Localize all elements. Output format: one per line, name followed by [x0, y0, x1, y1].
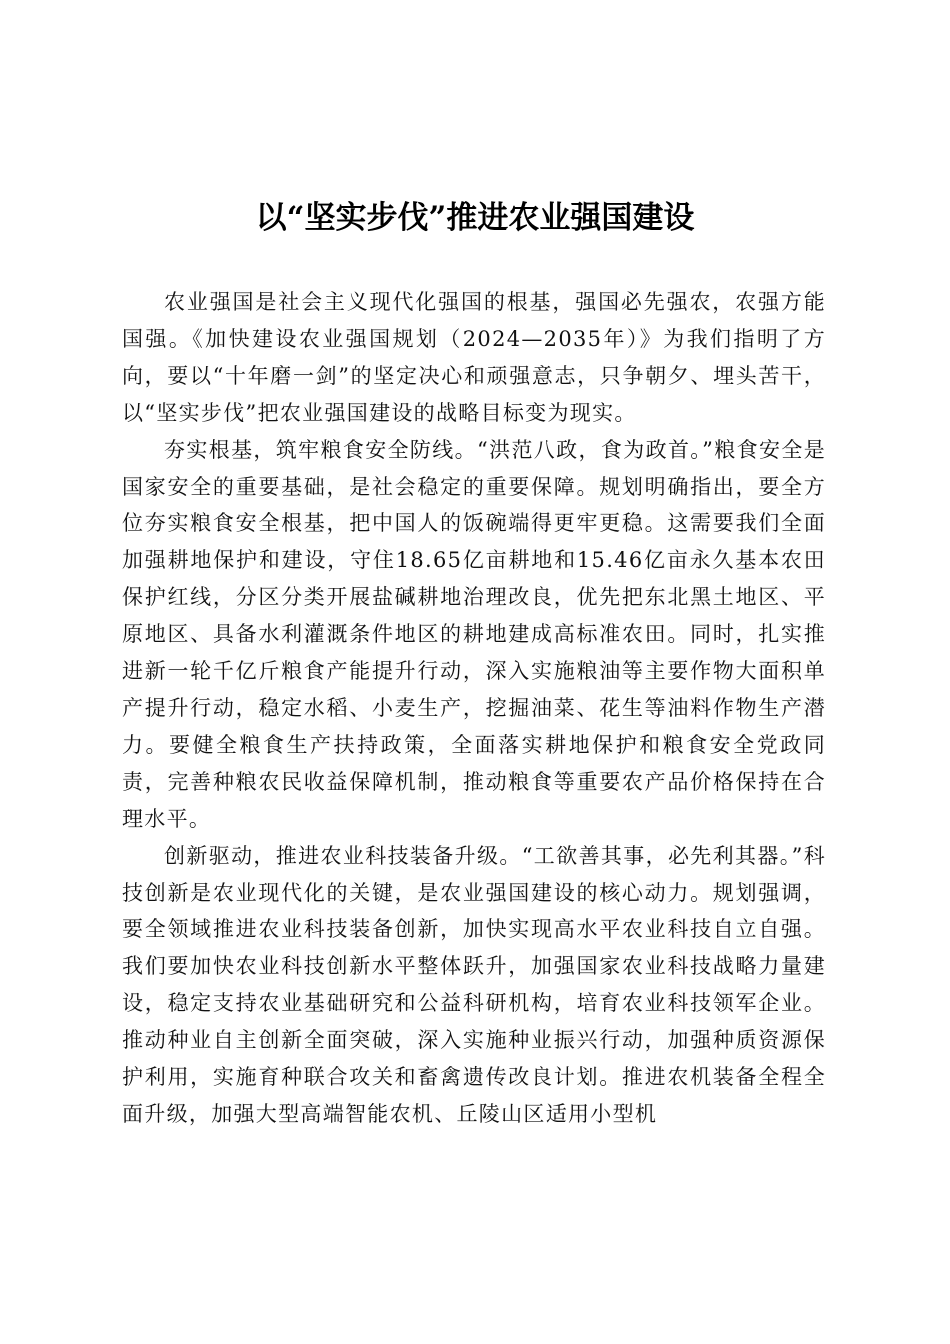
document-body	[122, 284, 826, 1133]
paragraph-2: 夯实根基，筑牢粮食安全防线。“洪范八政，食为政首。”粮食安全是国家安全的重要基础，是社会稳定的重要保障。规划明确指出，要全方位夯实粮食安全根基，把中国人的饭碗端得更牢更稳。这需要我们全面加强耕地保护和建设，守住18.65亿亩耕地和15.46亿亩永久基本农田保护红线，分区分类开展盐碱耕地治理改良，优先把东北黑土地区、平原地区、具备水利灌溉条件地区的耕地建成高标准农田。同时，扎实推进新一轮千亿斤粮食产能提升行动，深入实施粮油等主要作物大面积单产提升行动，稳定水稻、小麦生产，挖掘油菜、花生等油料作物生产潜力。要健全粮食生产扶持政策，全面落实耕地保护和粮食安全党政同责，完善种粮农民收益保障机制，推动粮食等重要农产品价格保持在合理水平。	[122, 437, 826, 831]
paragraph-3: 创新驱动，推进农业科技装备升级。“工欲善其事，必先利其器。”科技创新是农业现代化的关键，是农业强国建设的核心动力。规划强调，要全领域推进农业科技装备创新，加快实现高水平农业科技自立自强。我们要加快农业科技创新水平整体跃升，加强国家农业科技战略力量建设，稳定支持农业基础研究和公益科研机构，培育农业科技领军企业。推动种业自主创新全面突破，深入实施种业振兴行动，加强种质资源保护利用，实施育种联合攻关和畜禽遗传改良计划。推进农机装备全程全面升级，加强大型高端智能农机、丘陵山区适用小型机	[122, 843, 826, 1126]
document-title: 以“坚实步伐”推进农业强国建设	[255, 200, 695, 236]
paragraph-1: 农业强国是社会主义现代化强国的根基，强国必先强农，农强方能国强。《加快建设农业强国规划（2024—2035年）》为我们指明了方向，要以“十年磨一剑”的坚定决心和顽强意志，只争朝夕、埋头苦干，以“坚实步伐”把农业强国建设的战略目标变为现实。	[122, 290, 826, 425]
